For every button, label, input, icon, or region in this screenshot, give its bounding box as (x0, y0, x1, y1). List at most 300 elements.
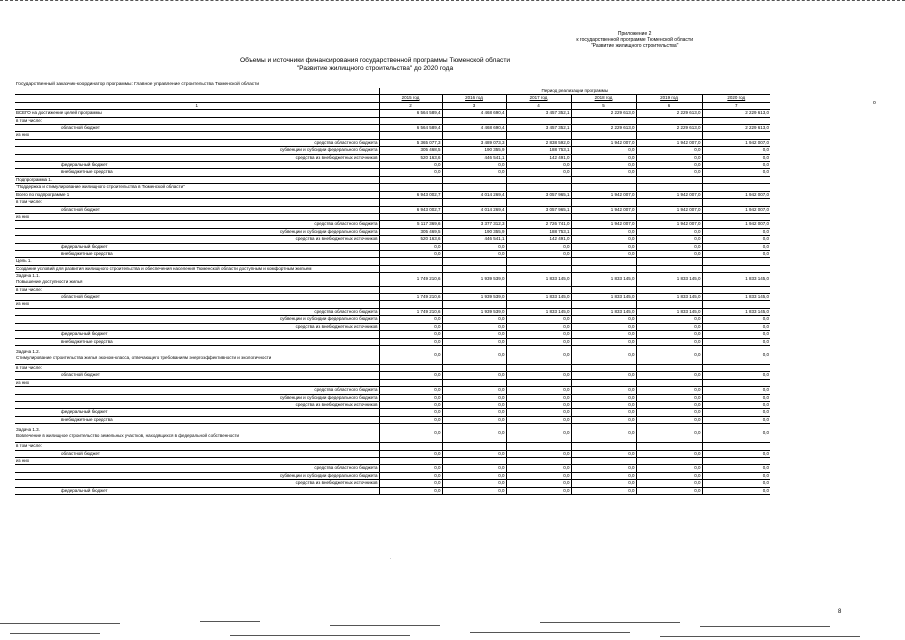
row-value: 0,0 (379, 243, 442, 250)
row-label: из них (15, 301, 379, 308)
row-value (379, 213, 442, 220)
row-label-block (15, 424, 379, 443)
row-value: 0,0 (571, 409, 636, 416)
row-value: 3 377 312,3 (442, 221, 506, 228)
row-value: 3 057 965,1 (506, 206, 571, 213)
header-row-years (15, 95, 770, 102)
row-value: 0,0 (506, 169, 571, 176)
row-value: 0,0 (702, 323, 770, 330)
row-value: 0,0 (636, 450, 702, 457)
row-value: 1 939 539,0 (442, 294, 506, 301)
row-value (571, 286, 636, 293)
table-row (15, 243, 770, 250)
row-value (571, 213, 636, 220)
row-value (379, 176, 442, 183)
header-empty (15, 95, 379, 102)
table-row (15, 169, 770, 176)
row-value (636, 443, 702, 450)
row-value (702, 364, 770, 371)
header-year: 2020 год (702, 95, 770, 102)
row-value: 0,0 (379, 480, 442, 487)
row-value: 4 468 690,4 (442, 125, 506, 132)
row-value: 0,0 (702, 424, 770, 443)
table-row (15, 301, 770, 308)
row-value: 1 833 145,0 (702, 273, 770, 287)
row-value (506, 117, 571, 124)
row-value (702, 132, 770, 139)
row-value: 0,0 (506, 250, 571, 257)
header-colnum: 3 (442, 102, 506, 109)
header-colnum: 5 (571, 102, 636, 109)
table-row (15, 308, 770, 315)
row-value: 142 491,0 (506, 154, 571, 161)
table-row (15, 465, 770, 472)
appendix-line-2: к государственной программе Тюменской области (576, 37, 693, 44)
row-value: 1 939 539,0 (442, 273, 506, 287)
row-value (702, 199, 770, 206)
row-value (506, 364, 571, 371)
row-value: 0,0 (702, 387, 770, 394)
row-value: 0,0 (636, 394, 702, 401)
table-row (15, 250, 770, 257)
row-label: "Поддержка и стимулирование жилищного строительства в Тюменской области" (15, 184, 379, 191)
customer-line: Государственный заказчик-координатор программы: Главное управление строительства Тюменской области (16, 82, 260, 87)
row-value: 0,0 (506, 424, 571, 443)
row-value: 0,0 (506, 394, 571, 401)
appendix-note (576, 31, 693, 50)
row-value (636, 364, 702, 371)
row-value (442, 301, 506, 308)
row-value: 0,0 (442, 338, 506, 345)
row-sublabel: Повышение доступности жилья (16, 279, 83, 285)
table-row (15, 387, 770, 394)
row-label: в том числе: (15, 286, 379, 293)
row-value: 1 942 007,0 (571, 206, 636, 213)
row-value (636, 258, 702, 265)
row-value: 2 229 613,0 (702, 110, 770, 117)
row-value (702, 176, 770, 183)
table-row (15, 338, 770, 345)
row-value: 0,0 (636, 228, 702, 235)
row-value: 305 468,5 (379, 147, 442, 154)
row-label: средства из внебюджетных источников (15, 154, 379, 161)
row-label: федеральный бюджет (15, 162, 379, 169)
table-row (15, 457, 770, 464)
row-value: 0,0 (571, 345, 636, 364)
row-label: внебюджетные средства (15, 416, 379, 423)
row-value: 6 943 002,7 (379, 191, 442, 198)
row-value: 0,0 (442, 372, 506, 379)
table-row (15, 424, 770, 443)
row-value (506, 199, 571, 206)
row-value: 6 564 589,4 (379, 110, 442, 117)
row-value: 0,0 (379, 465, 442, 472)
table-row (15, 331, 770, 338)
row-value: 0,0 (379, 331, 442, 338)
row-label: Цель 1. (15, 258, 379, 265)
row-value (702, 443, 770, 450)
row-value: 0,0 (571, 250, 636, 257)
row-value (571, 265, 636, 272)
header-colnum: 6 (636, 102, 702, 109)
row-value: 0,0 (636, 487, 702, 494)
row-value: 0,0 (571, 472, 636, 479)
row-value: 0,0 (571, 450, 636, 457)
row-value (636, 132, 702, 139)
row-value: 0,0 (379, 401, 442, 408)
row-value: 2 726 741,0 (506, 221, 571, 228)
row-value: 0,0 (636, 472, 702, 479)
row-value: 0,0 (506, 323, 571, 330)
row-label: субвенции и субсидии федерального бюджета (15, 394, 379, 401)
row-value: 2 229 613,0 (636, 125, 702, 132)
row-value: 0,0 (506, 162, 571, 169)
row-value: 0,0 (506, 487, 571, 494)
row-value (571, 132, 636, 139)
row-label: областной бюджет (15, 206, 379, 213)
table-row (15, 323, 770, 330)
row-value: 0,0 (636, 345, 702, 364)
row-value (442, 117, 506, 124)
table-row (15, 472, 770, 479)
row-value: 0,0 (379, 450, 442, 457)
row-value: 0,0 (571, 372, 636, 379)
row-value (379, 443, 442, 450)
row-label: средства областного бюджета (15, 387, 379, 394)
row-value (506, 132, 571, 139)
row-value: 0,0 (506, 387, 571, 394)
row-value: 0,0 (379, 394, 442, 401)
header-row-colnums (15, 102, 770, 109)
table-row (15, 110, 770, 117)
row-value: 2 229 613,0 (702, 125, 770, 132)
row-value: 1 942 007,0 (702, 191, 770, 198)
table-row (15, 184, 770, 191)
row-value: 4 468 690,4 (442, 110, 506, 117)
row-value (442, 184, 506, 191)
side-mark: о (873, 100, 876, 106)
row-value (506, 176, 571, 183)
table-row (15, 199, 770, 206)
table-row (15, 125, 770, 132)
row-label: областной бюджет (15, 125, 379, 132)
row-value (571, 199, 636, 206)
row-value: 0,0 (506, 480, 571, 487)
row-value: 0,0 (702, 154, 770, 161)
header-colnum: 2 (379, 102, 442, 109)
row-value: 0,0 (379, 424, 442, 443)
row-value: 1 833 145,0 (571, 308, 636, 315)
row-value (379, 117, 442, 124)
row-value: 0,0 (379, 338, 442, 345)
row-value: 1 749 210,6 (379, 273, 442, 287)
row-value (379, 265, 442, 272)
header-colnum: 1 (15, 102, 379, 109)
financing-table (15, 88, 770, 495)
table-row (15, 258, 770, 265)
row-value: 0,0 (506, 331, 571, 338)
appendix-line-1: Приложение 2 (617, 31, 652, 37)
row-value: 0,0 (442, 394, 506, 401)
row-value: 2 838 592,0 (506, 139, 571, 146)
row-value (442, 258, 506, 265)
row-label: областной бюджет (15, 450, 379, 457)
row-value: 190 355,9 (442, 228, 506, 235)
row-value: 0,0 (702, 450, 770, 457)
row-value: 0,0 (636, 169, 702, 176)
table-row (15, 132, 770, 139)
row-value: 0,0 (506, 401, 571, 408)
row-value: 0,0 (636, 416, 702, 423)
row-value: 1 942 007,0 (702, 221, 770, 228)
row-value: 0,0 (571, 323, 636, 330)
row-value: 0,0 (636, 338, 702, 345)
row-value: 0,0 (442, 472, 506, 479)
row-value: 0,0 (442, 480, 506, 487)
row-value: 0,0 (636, 331, 702, 338)
row-value (702, 258, 770, 265)
row-value: 0,0 (571, 465, 636, 472)
row-value: 0,0 (442, 416, 506, 423)
row-label: федеральный бюджет (15, 243, 379, 250)
row-value: 0,0 (702, 394, 770, 401)
row-value: 1 833 145,0 (636, 273, 702, 287)
table-row (15, 154, 770, 161)
row-value: 0,0 (442, 465, 506, 472)
row-value: 520 163,6 (379, 236, 442, 243)
table-row (15, 345, 770, 364)
row-value (442, 379, 506, 386)
row-value (506, 286, 571, 293)
row-value: 0,0 (702, 331, 770, 338)
row-value: 0,0 (636, 424, 702, 443)
table-row (15, 443, 770, 450)
title-line-1: Объемы и источники финансирования государственной программы Тюменской области (239, 57, 511, 64)
row-value (506, 301, 571, 308)
row-value (571, 457, 636, 464)
row-value: 3 457 352,1 (506, 125, 571, 132)
row-label: субвенции и субсидии федерального бюджета (15, 316, 379, 323)
row-value (636, 176, 702, 183)
row-value: 0,0 (442, 331, 506, 338)
row-value: 1 749 210,6 (379, 308, 442, 315)
row-value: 0,0 (702, 416, 770, 423)
row-value: 0,0 (636, 372, 702, 379)
row-value: 0,0 (506, 450, 571, 457)
row-label: ВСЕГО на достижение целей программы (15, 110, 379, 117)
row-label: средства из внебюджетных источников (15, 323, 379, 330)
row-value (636, 265, 702, 272)
row-value (636, 184, 702, 191)
row-value: 0,0 (702, 401, 770, 408)
row-value: 0,0 (442, 387, 506, 394)
row-value: 1 942 007,0 (571, 191, 636, 198)
row-value (506, 265, 571, 272)
table-row (15, 273, 770, 287)
row-value: 0,0 (442, 316, 506, 323)
row-value (442, 364, 506, 371)
row-value: 0,0 (442, 487, 506, 494)
row-label: федеральный бюджет (15, 487, 379, 494)
table-row (15, 206, 770, 213)
row-value: 0,0 (379, 472, 442, 479)
row-value: 0,0 (702, 147, 770, 154)
row-value: 0,0 (636, 250, 702, 257)
row-value (636, 213, 702, 220)
row-label: Создание условий для развития жилищного строительства и обеспечения населения Тюменской области доступным и комфортным жильем (15, 265, 379, 272)
row-label: внебюджетные средства (15, 169, 379, 176)
row-value: 1 942 007,0 (636, 206, 702, 213)
row-value: 1 833 145,0 (571, 273, 636, 287)
row-value: 0,0 (571, 147, 636, 154)
row-value: 446 541,1 (442, 154, 506, 161)
row-value: 0,0 (702, 243, 770, 250)
row-value: 0,0 (442, 162, 506, 169)
row-value: 0,0 (379, 372, 442, 379)
row-value (571, 443, 636, 450)
row-label: средства из внебюджетных источников (15, 236, 379, 243)
table-row (15, 364, 770, 371)
row-value (571, 364, 636, 371)
row-label: из них (15, 457, 379, 464)
row-label: областной бюджет (15, 372, 379, 379)
row-value (702, 213, 770, 220)
row-value: 0,0 (442, 323, 506, 330)
page-number: 8 (838, 609, 842, 615)
table-row (15, 162, 770, 169)
table-row (15, 147, 770, 154)
row-label: Всего по подпрограмме 1 (15, 191, 379, 198)
row-value (506, 457, 571, 464)
row-value: 0,0 (379, 416, 442, 423)
header-row-period (15, 88, 770, 95)
row-value: 0,0 (379, 323, 442, 330)
row-value: 0,0 (506, 345, 571, 364)
row-value: 188 753,1 (506, 147, 571, 154)
row-label: субвенции и субсидии федерального бюджета (15, 472, 379, 479)
row-value: 0,0 (702, 480, 770, 487)
row-value: 305 469,5 (379, 228, 442, 235)
row-value: 0,0 (442, 450, 506, 457)
row-label: федеральный бюджет (15, 331, 379, 338)
row-value (442, 443, 506, 450)
header-year: 2016 год (442, 95, 506, 102)
row-value: 0,0 (702, 465, 770, 472)
row-value: 0,0 (571, 387, 636, 394)
row-value: 0,0 (636, 316, 702, 323)
row-value: 1 833 145,0 (506, 273, 571, 287)
row-value: 0,0 (442, 250, 506, 257)
row-value: 1 942 007,0 (636, 191, 702, 198)
table-row (15, 416, 770, 423)
row-value: 0,0 (506, 372, 571, 379)
row-value (506, 379, 571, 386)
row-value: 0,0 (636, 147, 702, 154)
table-row (15, 409, 770, 416)
row-value: 0,0 (702, 236, 770, 243)
table-row (15, 372, 770, 379)
row-value: 0,0 (571, 331, 636, 338)
row-value (702, 379, 770, 386)
row-value (506, 258, 571, 265)
row-value: 0,0 (702, 162, 770, 169)
row-value (636, 199, 702, 206)
row-label: субвенции и субсидии федерального бюджета (15, 147, 379, 154)
scan-noise (0, 617, 905, 640)
row-value (379, 286, 442, 293)
row-value (636, 117, 702, 124)
row-value: 1 942 007,0 (702, 139, 770, 146)
row-label: в том числе: (15, 199, 379, 206)
table-row (15, 265, 770, 272)
row-value (702, 301, 770, 308)
row-value (636, 286, 702, 293)
row-value: 0,0 (571, 487, 636, 494)
row-value: 0,0 (636, 323, 702, 330)
row-value: 0,0 (442, 243, 506, 250)
row-value: 0,0 (636, 480, 702, 487)
row-label: средства областного бюджета (15, 465, 379, 472)
row-value: 0,0 (636, 465, 702, 472)
row-value: 0,0 (702, 372, 770, 379)
table-row (15, 450, 770, 457)
header-year: 2017 год (506, 95, 571, 102)
table-row (15, 316, 770, 323)
row-value: 0,0 (702, 487, 770, 494)
row-value: 1 939 539,0 (442, 308, 506, 315)
row-value: 4 014 269,4 (442, 206, 506, 213)
row-value: 3 457 352,1 (506, 110, 571, 117)
row-value (442, 132, 506, 139)
row-label: средства областного бюджета (15, 221, 379, 228)
row-value: 0,0 (379, 162, 442, 169)
table-row (15, 139, 770, 146)
row-value: 0,0 (702, 472, 770, 479)
row-value: 0,0 (571, 424, 636, 443)
row-value: 0,0 (702, 345, 770, 364)
row-value: 0,0 (702, 169, 770, 176)
row-value: 0,0 (571, 480, 636, 487)
row-value: 2 229 613,0 (571, 125, 636, 132)
row-value: 0,0 (379, 250, 442, 257)
row-value: 0,0 (571, 338, 636, 345)
row-value: 0,0 (571, 162, 636, 169)
row-label: в том числе: (15, 117, 379, 124)
row-value: 190 355,9 (442, 147, 506, 154)
table-row (15, 286, 770, 293)
row-label: из них (15, 213, 379, 220)
row-value: 0,0 (636, 243, 702, 250)
row-label: из них (15, 379, 379, 386)
table-row (15, 294, 770, 301)
row-label: Подпрограмма 1. (15, 176, 379, 183)
table-row (15, 176, 770, 183)
row-value (379, 301, 442, 308)
row-value: 1 833 145,0 (702, 308, 770, 315)
row-value: 3 489 073,3 (442, 139, 506, 146)
row-label: Задача 1.3. (16, 426, 40, 432)
row-value: 1 942 007,0 (571, 221, 636, 228)
appendix-line-3: "Развитие жилищного строительства" (590, 43, 679, 50)
row-sublabel: Вовлечение в жилищное строительство земельных участков, находящихся в федеральной собственности (16, 433, 240, 439)
row-value: 0,0 (702, 316, 770, 323)
row-value: 0,0 (506, 338, 571, 345)
title-line-2: "Развитие жилищного строительства" до 2020 года (296, 65, 454, 72)
row-label: из них (15, 132, 379, 139)
row-value (379, 199, 442, 206)
table-row (15, 117, 770, 124)
row-value: 0,0 (506, 409, 571, 416)
